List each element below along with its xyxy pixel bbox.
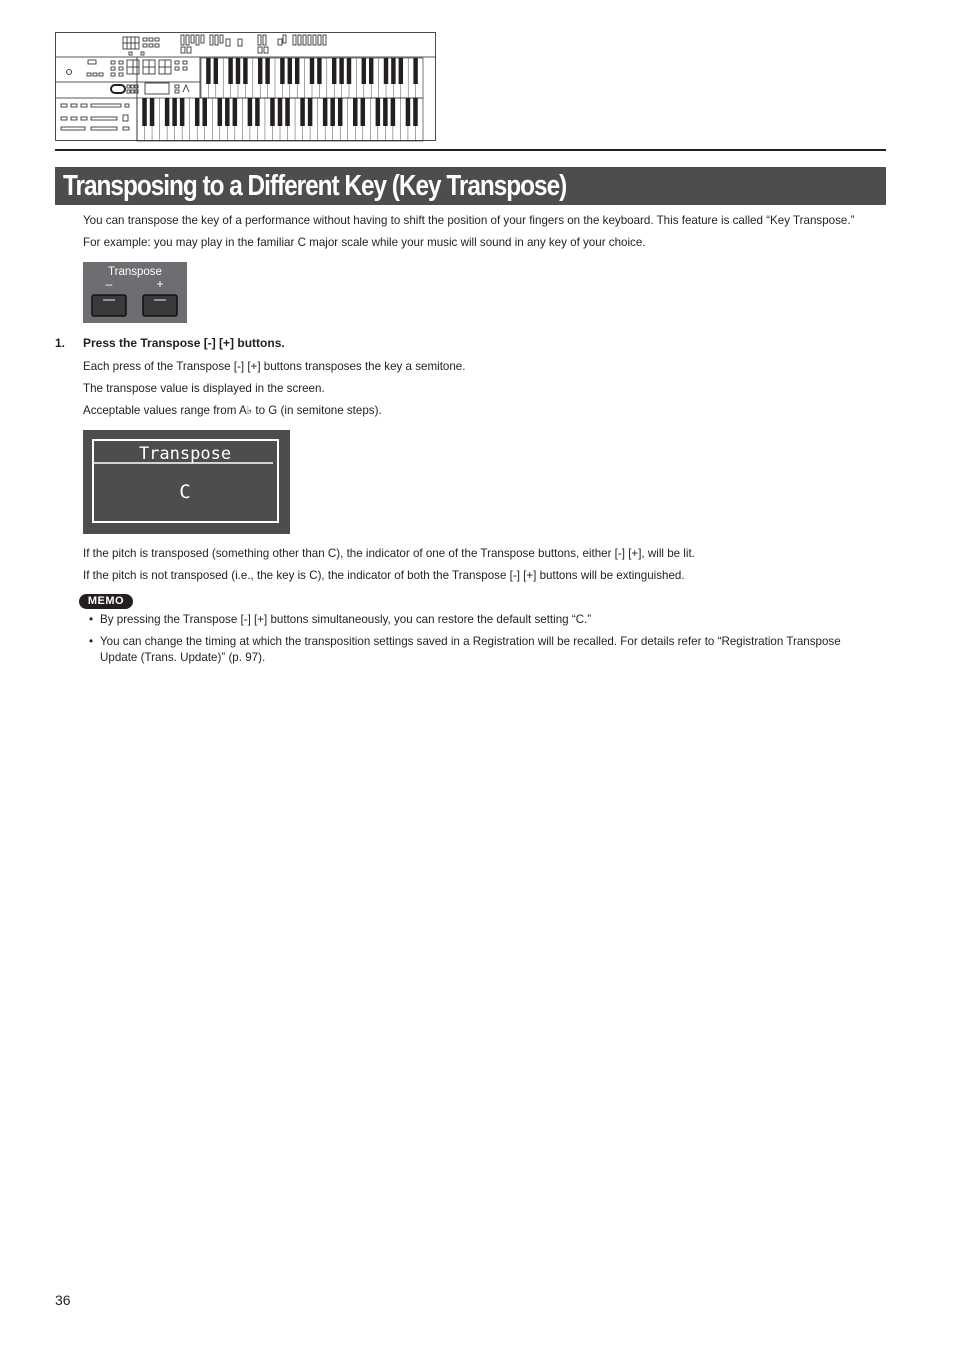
black-key bbox=[323, 98, 328, 126]
black-key bbox=[362, 58, 366, 84]
black-key bbox=[369, 58, 373, 84]
black-key bbox=[384, 58, 388, 84]
transpose-panel-label: Transpose bbox=[108, 266, 162, 278]
black-key bbox=[214, 58, 218, 84]
black-key bbox=[278, 98, 283, 126]
transpose-plus-label: + bbox=[156, 277, 164, 291]
after-paragraph-2: If the pitch is not transposed (i.e., the key is C), the indicator of both the Transpose [-] [+] buttons will be extinguished. bbox=[83, 569, 685, 582]
black-key bbox=[310, 58, 314, 84]
black-key bbox=[228, 58, 232, 84]
bullet-dot: • bbox=[89, 635, 94, 648]
black-key bbox=[150, 98, 155, 126]
transpose-minus-label: – bbox=[105, 277, 113, 291]
black-key bbox=[270, 98, 275, 126]
black-key bbox=[391, 98, 396, 126]
black-key bbox=[265, 58, 269, 84]
black-key bbox=[248, 98, 253, 126]
black-key bbox=[308, 98, 313, 126]
black-key bbox=[361, 98, 366, 126]
page-title: Transposing to a Different Key (Key Transpose) bbox=[63, 170, 567, 202]
section-title-bar bbox=[55, 167, 886, 205]
step-number: 1. bbox=[55, 336, 66, 350]
step-detail-1: Each press of the Transpose [-] [+] buttons transposes the key a semitone. bbox=[83, 360, 466, 373]
after-paragraph-1: If the pitch is transposed (something other than C), the indicator of one of the Transpose buttons, either [-] [+], will be lit. bbox=[83, 547, 695, 560]
black-key bbox=[399, 58, 403, 84]
transpose-plus-button[interactable] bbox=[143, 295, 177, 316]
bullet-dot: • bbox=[89, 613, 94, 626]
transpose-panel-illustration bbox=[83, 262, 187, 323]
black-key bbox=[142, 98, 147, 126]
black-key bbox=[383, 98, 388, 126]
lcd-value: C bbox=[179, 481, 191, 503]
step-detail-2: The transpose value is displayed in the screen. bbox=[83, 382, 325, 395]
black-key bbox=[338, 98, 343, 126]
black-key bbox=[236, 58, 240, 84]
black-key bbox=[413, 58, 417, 84]
black-key bbox=[202, 98, 207, 126]
black-key bbox=[165, 98, 170, 126]
black-key bbox=[376, 98, 381, 126]
black-key bbox=[406, 98, 411, 126]
memo-bullet-1-text: By pressing the Transpose [-] [+] buttons simultaneously, you can restore the default setting “C.” bbox=[100, 613, 592, 626]
memo-badge: MEMO bbox=[79, 594, 133, 609]
black-key bbox=[295, 58, 299, 84]
black-key bbox=[218, 98, 223, 126]
black-key bbox=[195, 98, 200, 126]
black-key bbox=[258, 58, 262, 84]
black-key bbox=[233, 98, 238, 126]
memo-bullet-2-text-line1: You can change the timing at which the transposition settings saved in a Registration will be recalled. For details refer to “Registration Transpose bbox=[100, 635, 841, 648]
black-key bbox=[280, 58, 284, 84]
black-key bbox=[172, 98, 177, 126]
black-key bbox=[180, 98, 185, 126]
black-key bbox=[413, 98, 418, 126]
black-key bbox=[391, 58, 395, 84]
lcd-title: Transpose bbox=[138, 444, 232, 464]
transpose-minus-button[interactable] bbox=[92, 295, 126, 316]
step-detail-3: Acceptable values range from A♭ to G (in semitone steps). bbox=[83, 404, 382, 417]
memo-bullet-2-text-line2: Update (Trans. Update)” (p. 97). bbox=[100, 651, 266, 664]
black-key bbox=[317, 58, 321, 84]
organ-overview-illustration bbox=[55, 32, 437, 142]
black-key bbox=[330, 98, 335, 126]
black-key bbox=[339, 58, 343, 84]
intro-paragraph-1: You can transpose the key of a performance without having to shift the position of your fingers on the keyboard. This feature is called “Key Transpose.” bbox=[83, 214, 855, 227]
black-key bbox=[243, 58, 247, 84]
black-key bbox=[225, 98, 230, 126]
black-key bbox=[288, 58, 292, 84]
black-key bbox=[285, 98, 290, 126]
black-key bbox=[353, 98, 358, 126]
black-key bbox=[255, 98, 260, 126]
intro-paragraph-2: For example: you may play in the familiar C major scale while your music will sound in any key of your choice. bbox=[83, 236, 646, 249]
black-key bbox=[206, 58, 210, 84]
step-heading: Press the Transpose [-] [+] buttons. bbox=[83, 336, 285, 350]
header-rule bbox=[55, 149, 886, 151]
lcd-screen-illustration bbox=[83, 430, 290, 534]
black-key bbox=[347, 58, 351, 84]
black-key bbox=[332, 58, 336, 84]
page-number: 36 bbox=[55, 1292, 71, 1308]
black-key bbox=[300, 98, 305, 126]
